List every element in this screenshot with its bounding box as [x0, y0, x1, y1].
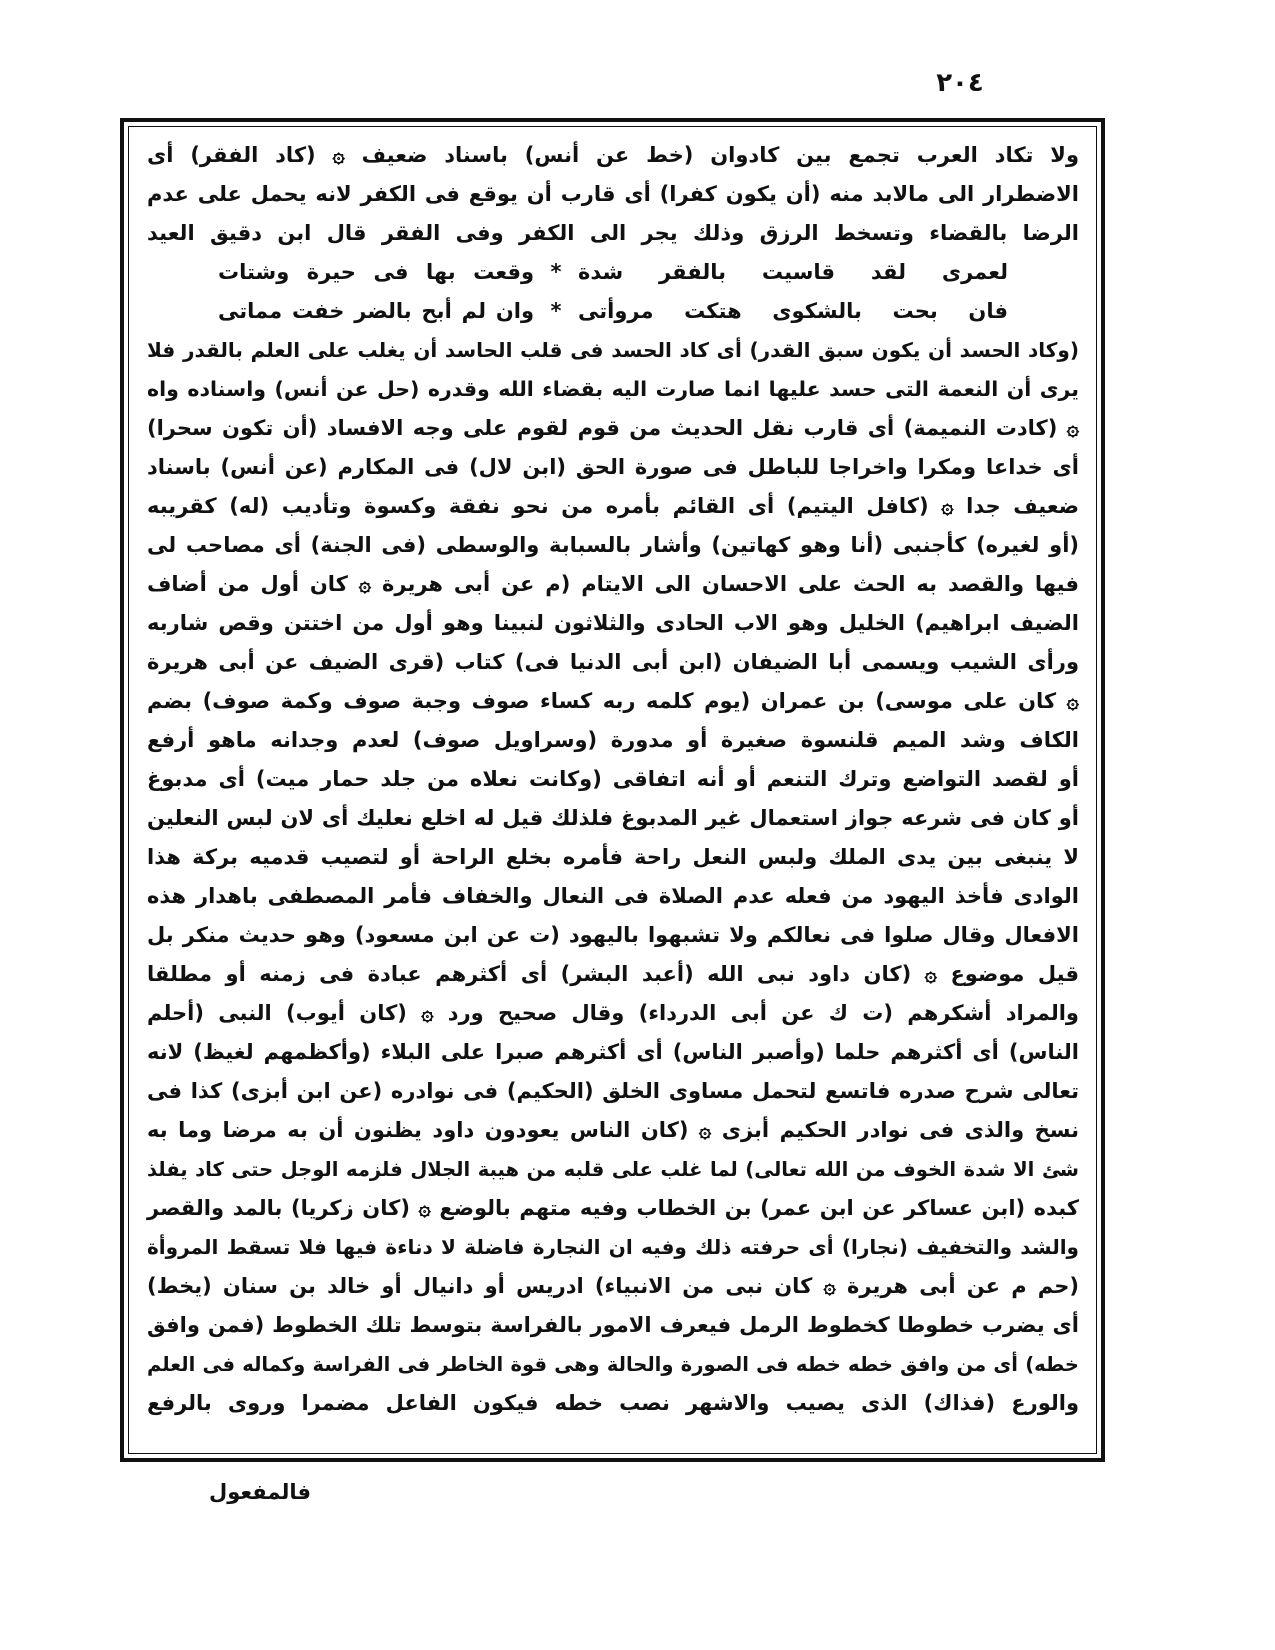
text-line: والمراد أشكرهم (ت ك عن أبى الدرداء) وقال صحيح ورد ۞ (كان أيوب) النبى (أحلم	[147, 1001, 1079, 1025]
text-line: أو كان فى شرعه جواز استعمال غير المدبوغ فلذلك قيل له اخلع نعليك أى لان لبس النعلين	[147, 806, 1079, 830]
text-line: يرى أن النعمة التى حسد عليها انما صارت اليه بقضاء الله وقدره (حل عن أنس) واسناده واه	[147, 377, 1079, 401]
poem-hemistich-first: فان بحت بالشكوى هتكت مروأتى	[578, 299, 1008, 323]
text-line: كبده (ابن عساكر عن ابن عمر) بن الخطاب وفيه متهم بالوضع ۞ (كان زكريا) بالمد والقصر	[147, 1196, 1079, 1220]
text-line: أو لقصد التواضع وترك التنعم أو أنه اتفاقى (وكانت نعلاه من جلد حمار ميت) أى مدبوغ	[147, 767, 1079, 791]
text-line: فيها والقصد به الحث على الاحسان الى الايتام (م عن أبى هريرة ۞ كان أول من أضاف	[147, 572, 1079, 596]
text-line: والشد والتخفيف (نجارا) أى حرفته ذلك وفيه ان النجارة فاضلة لا دناءة فيها فلا تسقط المروأة	[147, 1235, 1079, 1259]
text-line: أى خداعا ومكرا واخراجا للباطل فى صورة الحق (ابن لال) فى المكارم (عن أنس) باسناد	[147, 455, 1079, 479]
text-line: ۞ (كادت النميمة) أى قارب نقل الحديث من قوم لقوم على وجه الافساد (أن تكون سحرا)	[147, 416, 1079, 440]
poem-verse	[147, 253, 1079, 292]
poem-hemistich-first: لعمرى لقد قاسيت بالفقر شدة	[578, 260, 1008, 284]
text-line: الناس) أى أكثرهم حلما (وأصبر الناس) أى أكثرهم صبرا على البلاء (وأكظمهم لغيظ) لانه	[147, 1040, 1079, 1064]
poem-separator: *	[550, 299, 562, 323]
poem-hemistich-second: وان لم أبح بالضر خفت مماتى	[218, 299, 534, 323]
text-line: خطه) أى من وافق خطه خطه فى الصورة والحالة وهى قوة الخاطر فى الفراسة وكماله فى العلم	[147, 1353, 1079, 1376]
text-line: ولا تكاد العرب تجمع بين كادوان (خط عن أنس) باسناد ضعيف ۞ (كاد الفقر) أى	[147, 143, 1079, 167]
text-line: شئ الا شدة الخوف من الله تعالى) لما غلب على قلبه من هيبة الجلال فلزمه الوجل حتى كاد يفلذ	[147, 1158, 1079, 1181]
text-line: ضعيف جدا ۞ (كافل اليتيم) أى القائم بأمره من نحو نفقة وكسوة وتأديب (له) كقريبه	[147, 494, 1079, 518]
text-line: قيل موضوع ۞ (كان داود نبى الله (أعبد البشر) أى أكثرهم عبادة فى زمنه أو مطلقا	[147, 962, 1079, 986]
text-line: ۞ كان على موسى) بن عمران (يوم كلمه ربه كساء صوف وجبة صوف وكمة صوف) بضم	[147, 689, 1079, 713]
text-line: الاضطرار الى مالابد منه (أن يكون كفرا) أى قارب أن يوقع فى الكفر لانه يحمل على عدم	[147, 182, 1079, 206]
poem-separator: *	[550, 260, 562, 284]
text-line: (حم م عن أبى هريرة ۞ كان نبى من الانبياء) ادريس أو دانيال أو خالد بن سنان (يخط)	[147, 1274, 1079, 1298]
text-line: ورأى الشيب ويسمى أبا الضيفان (ابن أبى الدنيا فى) كتاب (قرى الضيف عن أبى هريرة	[147, 650, 1079, 674]
page-number: ٢٠٤	[936, 68, 984, 98]
text-line: الكاف وشد الميم قلنسوة صغيرة أو مدورة (وسراويل صوف) لعدم وجدانه ماهو أرفع	[147, 728, 1079, 752]
poem-verse	[147, 292, 1079, 331]
text-line: تعالى شرح صدره فاتسع لتحمل مساوى الخلق (الحكيم) فى نوادره (عن ابن أبزى) كذا فى	[147, 1079, 1079, 1103]
text-line: والورع (فذاك) الذى يصيب والاشهر نصب خطه فيكون الفاعل مضمرا وروى بالرفع	[147, 1391, 1079, 1415]
text-line: (أو لغيره) كأجنبى (أنا وهو كهاتين) وأشار بالسبابة والوسطى (فى الجنة) أى مصاحب لى	[147, 533, 1079, 557]
text-line: نسخ والذى فى نوادر الحكيم أبزى ۞ (كان الناس يعودون داود يظنون أن به مرضا وما به	[147, 1118, 1079, 1142]
text-line: الافعال وقال صلوا فى نعالكم ولا تشبهوا باليهود (ت عن ابن مسعود) وهو حديث منكر بل	[147, 923, 1079, 947]
text-line: الضيف ابراهيم) الخليل وهو الاب الحادى والثلاثون لنبينا وهو أول من اختتن وقص شاربه	[147, 611, 1079, 635]
text-line: أى يضرب خطوطا كخطوط الرمل فيعرف الامور بالفراسة بتوسط تلك الخطوط (فمن وافق	[147, 1313, 1079, 1337]
poem-hemistich-second: وقعت بها فى حيرة وشتات	[218, 260, 534, 284]
catchword: فالمفعول	[209, 1480, 311, 1504]
text-line: الرضا بالقضاء وتسخط الرزق وذلك يجر الى الكفر وفى الفقر قال ابن دقيق العيد	[147, 221, 1079, 245]
text-line: (وكاد الحسد أن يكون سبق القدر) أى كاد الحسد فى قلب الحاسد أن يغلب على العلم بالقدر فلا	[147, 338, 1079, 362]
text-line: الوادى فأخذ اليهود من فعله عدم الصلاة فى النعال والخفاف فأمر المصطفى باهدار هذه	[147, 884, 1079, 908]
main-text-block	[147, 136, 1079, 1423]
text-line: لا ينبغى بين يدى الملك ولبس النعل راحة فأمره بخلع الراحة أو لتصيب قدميه بركة هذا	[147, 845, 1079, 869]
